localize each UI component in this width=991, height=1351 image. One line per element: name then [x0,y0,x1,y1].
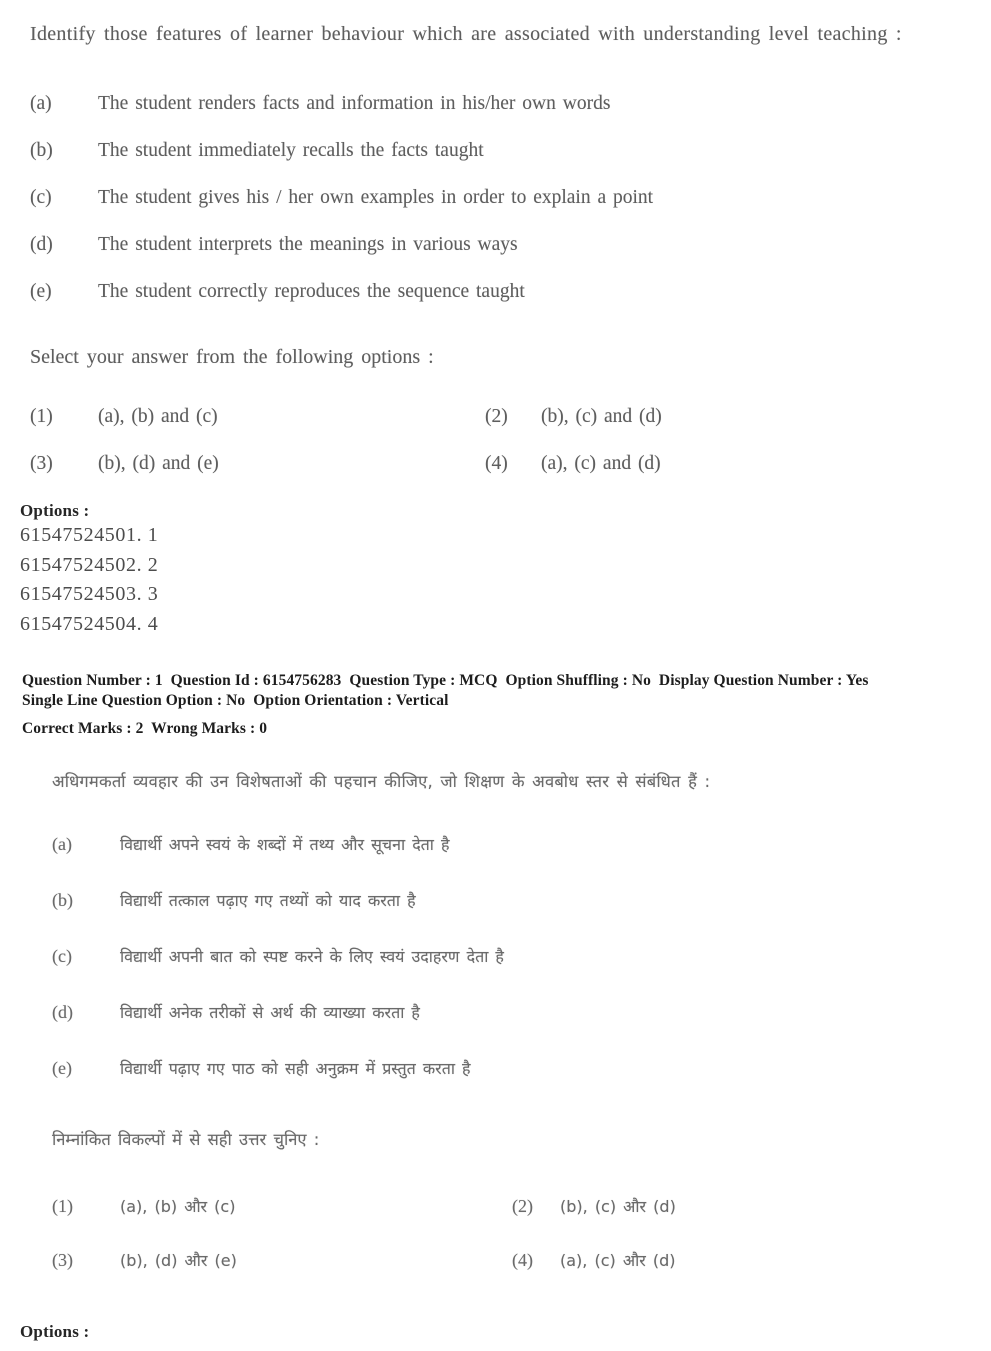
english-sub-options-list [30,94,963,302]
sub-option-text: The student interprets the meanings in various ways [98,234,518,255]
hindi-sub-option-row-d [52,1002,963,1023]
option-id-line-1: 61547524501. 1 [20,524,159,546]
sub-option-text: विद्यार्थी अपने स्वयं के शब्दों में तथ्य और सूचना देता है [120,835,450,854]
answer-row-3-4 [30,454,963,474]
sub-option-label: (b) [30,140,53,161]
sub-option-text: विद्यार्थी अनेक तरीकों से अर्थ की व्याख्या करता है [120,1003,420,1022]
answer-option-text: (b), (d) और (e) [120,1251,237,1270]
hindi-answer-row-3-4 [52,1250,963,1271]
english-select-instruction: Select your answer from the following options : [30,346,434,368]
answer-row-1-2 [30,407,963,427]
sub-option-row-c [30,188,963,208]
metadata-line-1: Question Number : 1 Question Id : 6154756283 Question Type : MCQ Option Shuffling : No Display Question Number : Yes [22,672,869,689]
answer-option-text: (b), (d) and (e) [98,453,219,474]
hindi-select-instruction: निम्नांकित विकल्पों में से सही उत्तर चुनिए : [52,1130,320,1149]
sub-option-label: (d) [30,234,53,255]
option-id-line-2: 61547524502. 2 [20,553,159,576]
sub-option-text: The student gives his / her own examples in order to explain a point [98,187,654,208]
sub-option-label: (c) [30,187,52,208]
answer-option-text: (a), (b) and (c) [98,406,218,427]
answer-option-number: (1) [30,406,53,427]
english-answer-options [30,407,963,474]
option-ids-block [20,501,963,639]
answer-option-number: (1) [52,1196,73,1216]
sub-option-label: (b) [52,890,73,910]
sub-option-text: The student correctly reproduces the sequence taught [98,281,525,302]
sub-option-label: (e) [30,281,52,302]
sub-option-label: (c) [52,946,72,966]
hindi-question-section [30,769,963,1271]
hindi-sub-option-row-a [52,834,963,855]
option-id-line-3: 61547524503. 3 [20,583,159,605]
hindi-question-text: अधिगमकर्ता व्यवहार की उन विशेषताओं की पहचान कीजिए, जो शिक्षण के अवबोध स्तर से संबंधित हैं : [52,772,711,791]
hindi-sub-option-row-c [52,946,963,967]
answer-option-number: (2) [485,406,508,427]
answer-option-number: (3) [30,453,53,474]
answer-option-text: (a), (c) और (d) [560,1251,676,1270]
metadata-marks-line: Correct Marks : 2 Wrong Marks : 0 [22,720,268,737]
option-id-line-4: 61547524504. 4 [20,612,159,635]
answer-option-text: (b), (c) और (d) [560,1197,676,1216]
answer-option-number: (4) [485,453,508,474]
sub-option-text: The student renders facts and information in his/her own words [98,93,611,114]
answer-option-number: (3) [52,1250,73,1270]
sub-option-text: विद्यार्थी तत्काल पढ़ाए गए तथ्यों को याद करता है [120,891,416,910]
answer-option-text: (a), (b) और (c) [120,1197,236,1216]
sub-option-label: (d) [52,1002,73,1022]
hindi-sub-options-list [30,834,963,1079]
sub-option-text: विद्यार्थी अपनी बात को स्पष्ट करने के लिए स्वयं उदाहरण देता है [120,947,504,966]
answer-option-number: (2) [512,1196,533,1216]
sub-option-row-e [30,282,963,302]
sub-option-text: विद्यार्थी पढ़ाए गए पाठ को सही अनुक्रम में प्रस्तुत करता है [120,1059,471,1078]
english-question-text: Identify those features of learner behaviour which are associated with understanding level teaching : [30,23,902,45]
sub-option-label: (a) [52,834,72,854]
sub-option-row-a [30,94,963,114]
hindi-answer-options [30,1196,963,1271]
metadata-line-2: Single Line Question Option : No Option Orientation : Vertical [22,692,449,709]
hindi-sub-option-row-b [52,890,963,911]
question-metadata [22,671,963,739]
sub-option-text: The student immediately recalls the facts taught [98,140,484,161]
sub-option-row-d [30,235,963,255]
sub-option-label: (e) [52,1058,72,1078]
hindi-answer-row-1-2 [52,1196,963,1217]
hindi-sub-option-row-e [52,1058,963,1079]
footer-options-heading: Options : [20,1322,90,1341]
sub-option-row-b [30,141,963,161]
answer-option-number: (4) [512,1250,533,1270]
answer-option-text: (a), (c) and (d) [541,453,661,474]
answer-option-text: (b), (c) and (d) [541,406,662,427]
options-heading: Options : [20,501,90,520]
sub-option-label: (a) [30,93,52,114]
